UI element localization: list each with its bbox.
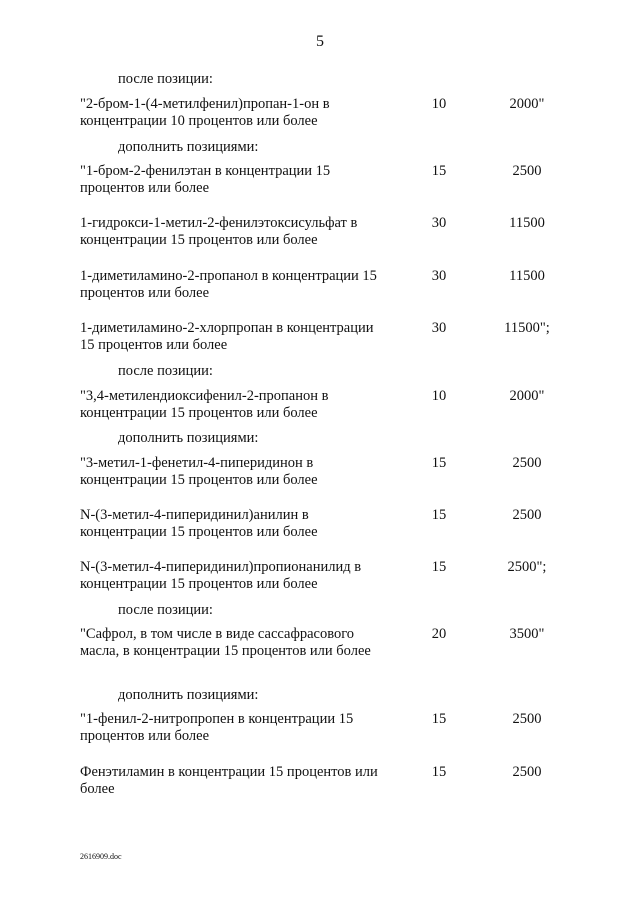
quantity-value-2: 3500" bbox=[509, 626, 545, 642]
quantity-value-2: 11500 bbox=[509, 268, 545, 284]
quantity-value-2: 2500 bbox=[512, 163, 542, 179]
substance-name: "3-метил-1-фенетил-4-пиперидинон в концентрации 15 процентов или более bbox=[80, 455, 318, 488]
section-heading-add-positions: дополнить позициями: bbox=[118, 430, 259, 446]
table-row bbox=[80, 626, 580, 660]
quantity-value-2: 2000" bbox=[509, 96, 545, 112]
table-row bbox=[80, 215, 580, 249]
section-heading-add-positions: дополнить позициями: bbox=[118, 687, 259, 703]
substance-name: N-(3-метил-4-пиперидинил)пропионанилид в концентрации 15 процентов или более bbox=[80, 559, 362, 592]
quantity-value-1: 10 bbox=[431, 96, 447, 112]
section-heading-after-position: после позиции: bbox=[118, 363, 213, 379]
quantity-value-1: 15 bbox=[431, 559, 447, 575]
substance-name: 1-диметиламино-2-пропанол в концентрации 15 процентов или более bbox=[80, 268, 377, 301]
quantity-value-1: 10 bbox=[431, 388, 447, 404]
substance-name: 1-гидрокси-1-метил-2-фенилэтоксисульфат в концентрации 15 процентов или более bbox=[80, 215, 358, 248]
quantity-value-1: 30 bbox=[431, 320, 447, 336]
table-row bbox=[80, 711, 580, 745]
quantity-value-2: 2500"; bbox=[507, 559, 547, 575]
quantity-value-1: 30 bbox=[431, 215, 447, 231]
substance-name: "1-фенил-2-нитропропен в концентрации 15 процентов или более bbox=[80, 711, 354, 744]
substance-name: "Сафрол, в том числе в виде сассафрасового масла, в концентрации 15 процентов или более bbox=[80, 626, 371, 659]
table-row bbox=[80, 388, 580, 422]
substance-name: "1-бром-2-фенилэтан в концентрации 15 процентов или более bbox=[80, 163, 331, 196]
section-heading-add-positions: дополнить позициями: bbox=[118, 139, 259, 155]
substance-name: Фенэтиламин в концентрации 15 процентов или более bbox=[80, 764, 378, 797]
quantity-value-2: 2500 bbox=[512, 711, 542, 727]
substance-name: 1-диметиламино-2-хлорпропан в концентрации 15 процентов или более bbox=[80, 320, 374, 353]
section-heading-after-position: после позиции: bbox=[118, 602, 213, 618]
document-filename: 2616909.doc bbox=[80, 852, 122, 861]
quantity-value-1: 15 bbox=[431, 711, 447, 727]
substance-name: "3,4-метилендиоксифенил-2-пропанон в концентрации 15 процентов или более bbox=[80, 388, 329, 421]
quantity-value-1: 30 bbox=[431, 268, 447, 284]
section-heading-after-position: после позиции: bbox=[118, 71, 213, 87]
substance-name: "2-бром-1-(4-метилфенил)пропан-1-он в концентрации 10 процентов или более bbox=[80, 96, 330, 129]
table-row bbox=[80, 559, 580, 593]
page-number: 5 bbox=[316, 33, 324, 50]
quantity-value-1: 15 bbox=[431, 764, 447, 780]
quantity-value-2: 11500"; bbox=[504, 320, 550, 336]
substance-name: N-(3-метил-4-пиперидинил)анилин в концентрации 15 процентов или более bbox=[80, 507, 318, 540]
quantity-value-1: 15 bbox=[431, 507, 447, 523]
quantity-value-1: 20 bbox=[431, 626, 447, 642]
table-row bbox=[80, 320, 580, 354]
quantity-value-2: 11500 bbox=[509, 215, 545, 231]
table-row bbox=[80, 96, 580, 130]
table-row bbox=[80, 268, 580, 302]
table-row bbox=[80, 507, 580, 541]
table-row bbox=[80, 455, 580, 489]
table-row bbox=[80, 764, 580, 798]
quantity-value-2: 2000" bbox=[509, 388, 545, 404]
quantity-value-1: 15 bbox=[431, 455, 447, 471]
quantity-value-2: 2500 bbox=[512, 455, 542, 471]
table-row bbox=[80, 163, 580, 197]
quantity-value-1: 15 bbox=[431, 163, 447, 179]
quantity-value-2: 2500 bbox=[512, 764, 542, 780]
quantity-value-2: 2500 bbox=[512, 507, 542, 523]
